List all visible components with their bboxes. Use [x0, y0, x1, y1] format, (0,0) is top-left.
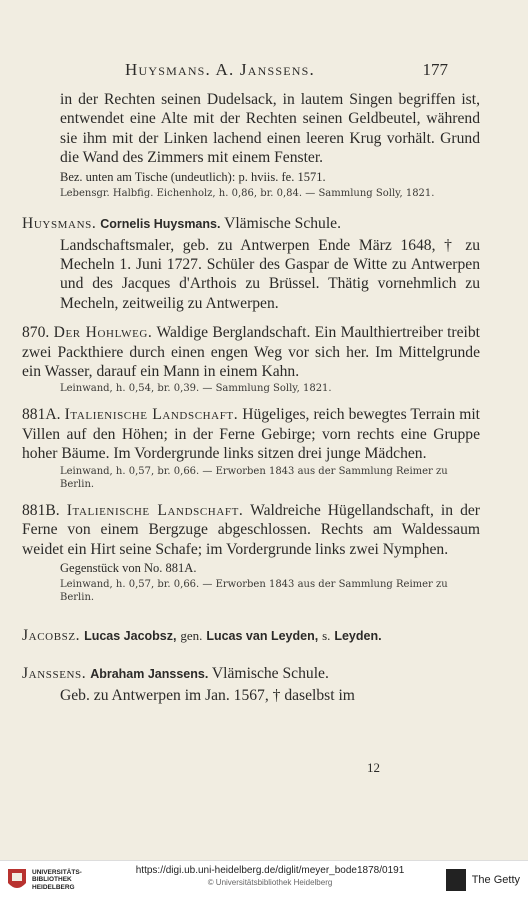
catalog-entry-881a — [22, 405, 480, 490]
footer-center — [110, 865, 430, 887]
artist-fullname: Abraham Janssens. — [90, 666, 209, 681]
entry-text — [22, 501, 480, 559]
entry-title: Italienische Landschaft. — [66, 501, 244, 519]
artist-see: s. — [322, 627, 331, 643]
entry-source: Leinwand, h. 0,57, br. 0,66. — Erworben 1843 aus der Sammlung Reimer zu Berlin. — [60, 465, 448, 490]
artist-reference: Leyden. — [334, 628, 382, 643]
library-branding — [6, 867, 82, 893]
header-title: Huysmans. A. Janssens. — [125, 60, 315, 79]
catalog-entry-870 — [22, 323, 480, 395]
library-name: UNIVERSITÄTS- BIBLIOTHEK HEIDELBERG — [32, 868, 82, 891]
artist-alias: Lucas van Leyden, — [206, 628, 319, 643]
page-number: 177 — [422, 60, 448, 79]
artist-fullname: Cornelis Huysmans. — [100, 216, 221, 231]
artist-gen: gen. — [180, 627, 203, 643]
entry-text — [22, 405, 480, 463]
intro-source: Lebensgr. Halbfig. Eichenholz, h. 0,86, br. 0,84. — Sammlung Solly, 1821. — [60, 187, 435, 199]
entry-note: Gegenstück von No. 881A. — [60, 560, 197, 575]
artist-heading-jacobsz — [22, 626, 480, 646]
entry-number: 881A. — [22, 406, 61, 424]
getty-branding — [446, 869, 520, 891]
entry-number: 881B. — [22, 501, 60, 519]
entry-description: Waldige Berglandschaft. Ein Maulthiertreiber treibt zwei Packthiere durch einen engen Weg vor sich her. Im Mittelgrunde ein Wasser, darauf ein Mann in einem Kahn. — [22, 324, 481, 381]
artist-bio-janssens: Geb. zu Antwerpen im Jan. 1567, † daselbst im — [60, 686, 355, 704]
viewer-footer — [0, 860, 528, 900]
artist-school: Vlämische Schule. — [224, 214, 342, 232]
artist-bio-huysmans: Landschaftsmaler, geb. zu Antwerpen Ende März 1648, † zu Mecheln 1. Juni 1727. Schüler des Gaspar de Witte zu Antwerpen und des Jacques d'Arthois zu Brüssel. Thätig vornehmlich zu Mecheln, zeitweilig zu Antwerpen. — [60, 236, 480, 312]
artist-name: Janssens. — [22, 664, 87, 682]
artist-school: Vlämische Schule. — [211, 664, 329, 682]
artist-name: Jacobsz. — [22, 626, 81, 644]
page-body — [22, 90, 480, 705]
signature-mark: 12 — [367, 760, 380, 775]
entry-text — [22, 323, 480, 381]
permalink-url[interactable]: https://digi.ub.uni-heidelberg.de/diglit/meyer_bode1878/0191 — [135, 865, 405, 876]
university-seal-icon — [6, 867, 28, 893]
entry-title: Italienische Landschaft. — [64, 406, 239, 424]
running-header — [125, 60, 448, 84]
intro-paragraph: in der Rechten seinen Dudelsack, in lautem Singen begriffen ist, entwendet eine Alte mit der Rechten seinen Geldbeutel, während sie ihm mit der Linken lachend einen leeren Krug vorhält. Grund die Wand des Zimmers mit einem Fenster. — [60, 91, 480, 167]
artist-heading-janssens — [22, 664, 480, 684]
catalog-entry-881b — [22, 501, 480, 604]
intro-inscription: Bez. unten am Tische (undeutlich): p. hviis. fe. 1571. — [60, 169, 326, 184]
getty-logo-icon — [446, 869, 466, 891]
entry-description: Hügeliges, reich bewegtes Terrain mit Villen auf den Höhen; in der Ferne Gebirge; vorn rechts eine Gruppe hoher Bäume. Im Vordergrunde links sitzen drei junge Mädchen. — [22, 406, 480, 463]
getty-label: The Getty — [471, 874, 520, 886]
entry-source: Leinwand, h. 0,57, br. 0,66. — Erworben 1843 aus der Sammlung Reimer zu Berlin. — [60, 578, 448, 603]
entry-description: Waldreiche Hügellandschaft, in der Ferne von einem Bergzuge abgeschlossen. Rechts am Waldessaum weidet ein Hirt seine Schafe; im Vordergrunde links zwei Nymphen. — [22, 501, 480, 558]
copyright-notice: © Universitätsbibliothek Heidelberg — [207, 878, 333, 887]
entry-source: Leinwand, h. 0,54, br. 0,39. — Sammlung Solly, 1821. — [60, 383, 332, 395]
entry-number: 870. — [22, 324, 50, 342]
entry-title: Der Hohlweg. — [53, 324, 153, 342]
artist-fullname: Lucas Jacobsz, — [84, 628, 177, 643]
artist-name: Huysmans. — [22, 214, 97, 232]
artist-heading-huysmans — [22, 214, 480, 234]
